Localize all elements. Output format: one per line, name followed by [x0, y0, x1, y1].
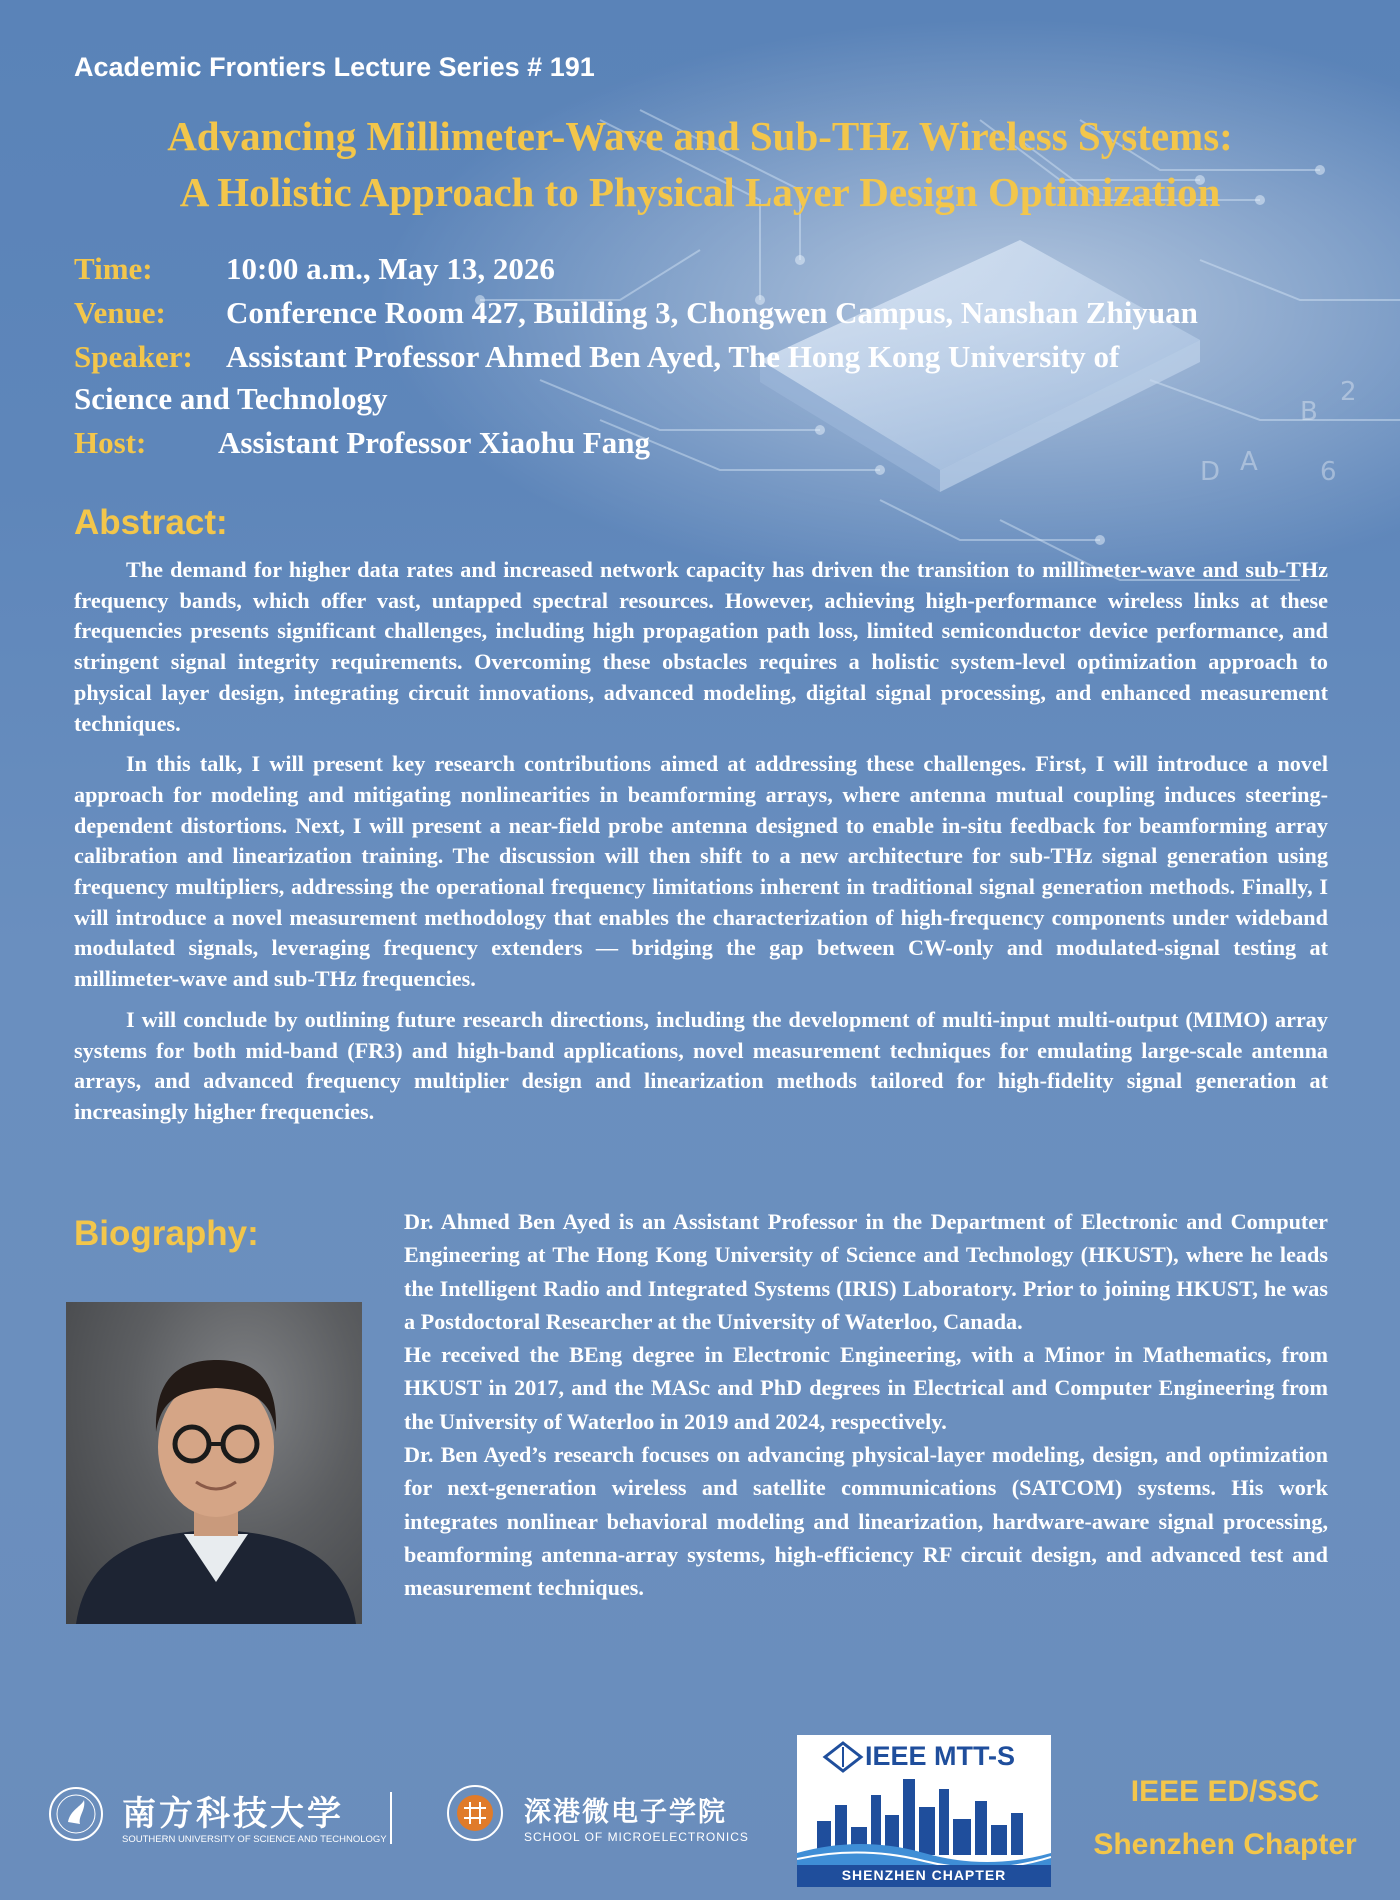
abstract-paragraph: The demand for higher data rates and increased network capacity has driven the transition to millimeter-wave and sub-THz frequency bands, which offer vast, untapped spectral resources. However, achieving high-performance wireless links at these frequencies presents significant challenges, including high propagation path loss, limited semiconductor device performance, and stringent signal integrity requirements. Overcoming these obstacles requires a holistic system-level optimization approach to physical layer design, integrating circuit innovations, advanced modeling, digital signal processing, and enhanced measurement techniques.	[74, 557, 1328, 736]
logo-divider	[390, 1792, 392, 1844]
speaker-photo	[66, 1302, 362, 1624]
biography-paragraph: Dr. Ahmed Ben Ayed is an Assistant Professor in the Department of Electronic and Computer Engineering at The Hong Kong University of Science and Technology (HKUST), where he leads the Intelligent Radio and Integrated Systems (IRIS) Laboratory. Prior to joining HKUST, he was a Postdoctoral Researcher at the University of Waterloo, Canada.	[404, 1209, 1328, 1334]
ed-ssc-chapter-line1: IEEE ED/SSC	[1130, 1775, 1320, 1808]
ieee-mtts-logo	[797, 1735, 1051, 1887]
venue-value: Conference Room 427, Building 3, Chongwen Campus, Nanshan Zhiyuan	[226, 295, 1198, 330]
sustech-emblem-icon	[48, 1786, 104, 1842]
microelectronics-chinese-name: 深港微电子学院	[524, 1797, 727, 1828]
sustech-chinese-name: 南方科技大学	[122, 1794, 344, 1834]
biography-paragraph: He received the BEng degree in Electronic Engineering, with a Minor in Mathematics, from HKUST in 2017, and the MASc and PhD degrees in Electrical and Computer Engineering from the University of Waterloo in 2019 and 2024, respectively.	[404, 1342, 1328, 1434]
speaker-label: Speaker:	[74, 339, 193, 374]
abstract-body	[74, 555, 1328, 1138]
venue-row	[74, 293, 1198, 333]
biography-heading: Biography:	[74, 1214, 259, 1253]
abstract-heading: Abstract:	[74, 503, 228, 542]
svg-text:B: B	[1300, 397, 1318, 427]
microelectronics-logo	[446, 1782, 766, 1862]
abstract-paragraph: In this talk, I will present key research contributions aimed at addressing these challenges. First, I will introduce a novel approach for modeling and mitigating nonlinearities in beamforming arrays, where antenna mutual coupling induces steering-dependent distortions. Next, I will present a near-field probe antenna designed to enable in-situ feedback for beamforming array calibration and linearization training. The discussion will then shift to a new architecture for sub-THz signal generation using frequency multipliers, addressing the operational frequency limitations inherent in traditional signal generation methods. Finally, I will introduce a novel measurement methodology that enables the characterization of high-frequency components under wideband modulated signals, leveraging frequency extenders — bridging the gap between CW-only and modulated-signal testing at millimeter-wave and sub-THz frequencies.	[74, 751, 1328, 992]
ieee-chapter-banner: SHENZHEN CHAPTER	[841, 1867, 1007, 1883]
time-row	[74, 249, 555, 289]
microelectronics-english-name: SCHOOL OF MICROELECTRONICS	[524, 1830, 749, 1844]
host-row	[74, 423, 650, 463]
speaker-affiliation-cont: Science and Technology	[74, 381, 388, 416]
time-label: Time:	[74, 251, 153, 286]
lecture-series-label: Academic Frontiers Lecture Series # 191	[74, 52, 595, 82]
svg-text:D: D	[1200, 457, 1221, 487]
svg-text:2: 2	[1340, 377, 1357, 407]
host-value: Assistant Professor Xiaohu Fang	[218, 425, 651, 460]
lecture-title-line2: A Holistic Approach to Physical Layer Design Optimization	[179, 169, 1221, 215]
microelectronics-emblem-icon	[446, 1784, 504, 1842]
host-label: Host:	[74, 425, 147, 460]
lecture-title-line1: Advancing Millimeter-Wave and Sub-THz Wireless Systems:	[167, 113, 1233, 159]
time-value: 10:00 a.m., May 13, 2026	[226, 251, 555, 286]
sustech-english-name: SOUTHERN UNIVERSITY OF SCIENCE AND TECHNOLOGY	[122, 1834, 387, 1845]
ed-ssc-chapter-line2: Shenzhen Chapter	[1093, 1828, 1357, 1861]
svg-text:A: A	[1240, 447, 1258, 477]
venue-label: Venue:	[74, 295, 166, 330]
sustech-logo	[48, 1782, 398, 1862]
speaker-row-continued	[74, 379, 388, 419]
ieee-mtts-label: IEEE MTT-S	[865, 1741, 1016, 1771]
speaker-portrait-image	[66, 1302, 362, 1624]
speaker-value: Assistant Professor Ahmed Ben Ayed, The Hong Kong University of	[226, 339, 1120, 374]
speaker-row	[74, 337, 1119, 377]
svg-text:6: 6	[1320, 457, 1337, 487]
biography-paragraph: Dr. Ben Ayed’s research focuses on advancing physical-layer modeling, design, and optimization for next-generation wireless and satellite communications (SATCOM) systems. His work integrates nonlinear behavioral modeling and linearization, hardware-aware signal processing, beamforming antenna-array systems, high-efficiency RF circuit design, and advanced test and measurement techniques.	[404, 1442, 1328, 1601]
biography-body	[404, 1205, 1328, 1605]
abstract-paragraph: I will conclude by outlining future research directions, including the development of multi-input multi-output (MIMO) array systems for both mid-band (FR3) and high-band applications, novel measurement techniques for emulating large-scale antenna arrays, and advanced frequency multiplier design and linearization methods tailored for high-fidelity signal generation at increasingly higher frequencies.	[74, 1006, 1328, 1124]
